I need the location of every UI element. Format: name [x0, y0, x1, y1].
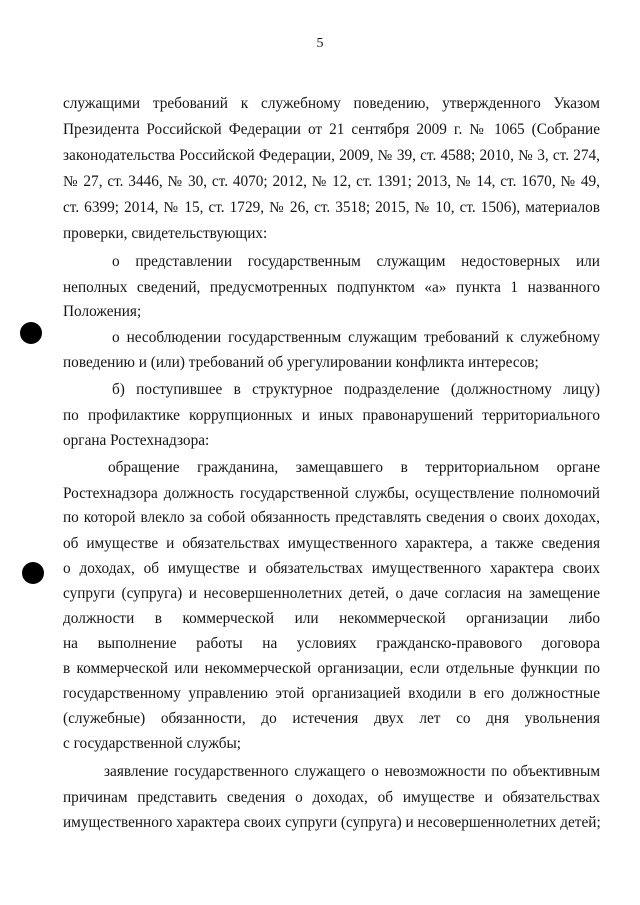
text-line: причинам представить сведения о доходах, об имуществе и обязательствах [63, 789, 600, 806]
text-line: неполных сведений, предусмотренных подпунктом «а» пункта 1 названного [63, 279, 600, 296]
text-line: законодательства Российской Федерации, 2009, № 39, ст. 4588; 2010, № 3, ст. 274, [63, 147, 600, 164]
text-line: заявление государственного служащего о невозможности по объективным [104, 763, 600, 780]
text-line: б) поступившее в структурное подразделение (должностному лицу) [112, 381, 600, 398]
text-line: государственному управлению этой организацией входили в его должностные [63, 685, 600, 702]
text-line: о представлении государственным служащим недостоверных или [112, 253, 600, 270]
text-line: ст. 6399; 2014, № 15, ст. 1729, № 26, ст. 3518; 2015, № 10, ст. 1506), материалов [63, 199, 600, 216]
text-line: Ростехнадзора должность государственной службы, осуществление полномочий [63, 485, 600, 502]
text-line: (служебные) обязанности, до истечения двух лет со дня увольнения [63, 710, 600, 727]
text-line: об имуществе и обязательствах имущественного характера, а также сведения [63, 535, 600, 552]
text-line: должности в коммерческой или некоммерческой организации либо [63, 610, 600, 627]
text-line: о доходах, об имуществе и обязательствах имущественного характера своих [63, 560, 600, 577]
text-line: поведению и (или) требований об урегулировании конфликта интересов; [63, 354, 539, 371]
text-line: органа Ростехнадзора: [63, 432, 210, 449]
text-line: по профилактике коррупционных и иных правонарушений территориального [63, 407, 600, 424]
text-line: Президента Российской Федерации от 21 сентября 2009 г. № 1065 (Собрание [63, 121, 600, 138]
text-line: в коммерческой или некоммерческой организации, если отдельные функции по [63, 660, 600, 677]
text-line: обращение гражданина, замещавшего в территориальном органе [108, 459, 600, 476]
text-line: проверки, свидетельствующих: [63, 225, 268, 242]
page-number: 5 [316, 36, 324, 51]
text-line: по которой влекло за собой обязанность представлять сведения о своих доходах, [63, 509, 600, 526]
text-line: служащими требований к служебному поведению, утвержденного Указом [63, 95, 600, 112]
punch-hole-top [20, 322, 42, 344]
text-line: супруги (супруга) и несовершеннолетних детей, о даче согласия на замещение [63, 585, 600, 602]
text-line: о несоблюдении государственным служащим требований к служебному [112, 329, 600, 346]
text-line: № 27, ст. 3446, № 30, ст. 4070; 2012, № 12, ст. 1391; 2013, № 14, ст. 1670, № 49, [63, 173, 600, 190]
text-line: на выполнение работы на условиях гражданско-правового договора [63, 635, 600, 652]
text-line: имущественного характера своих супруги (супруга) и несовершеннолетних детей; [63, 814, 601, 831]
text-line: с государственной службы; [63, 735, 242, 752]
punch-hole-bottom [22, 562, 44, 584]
text-line: Положения; [63, 303, 142, 320]
